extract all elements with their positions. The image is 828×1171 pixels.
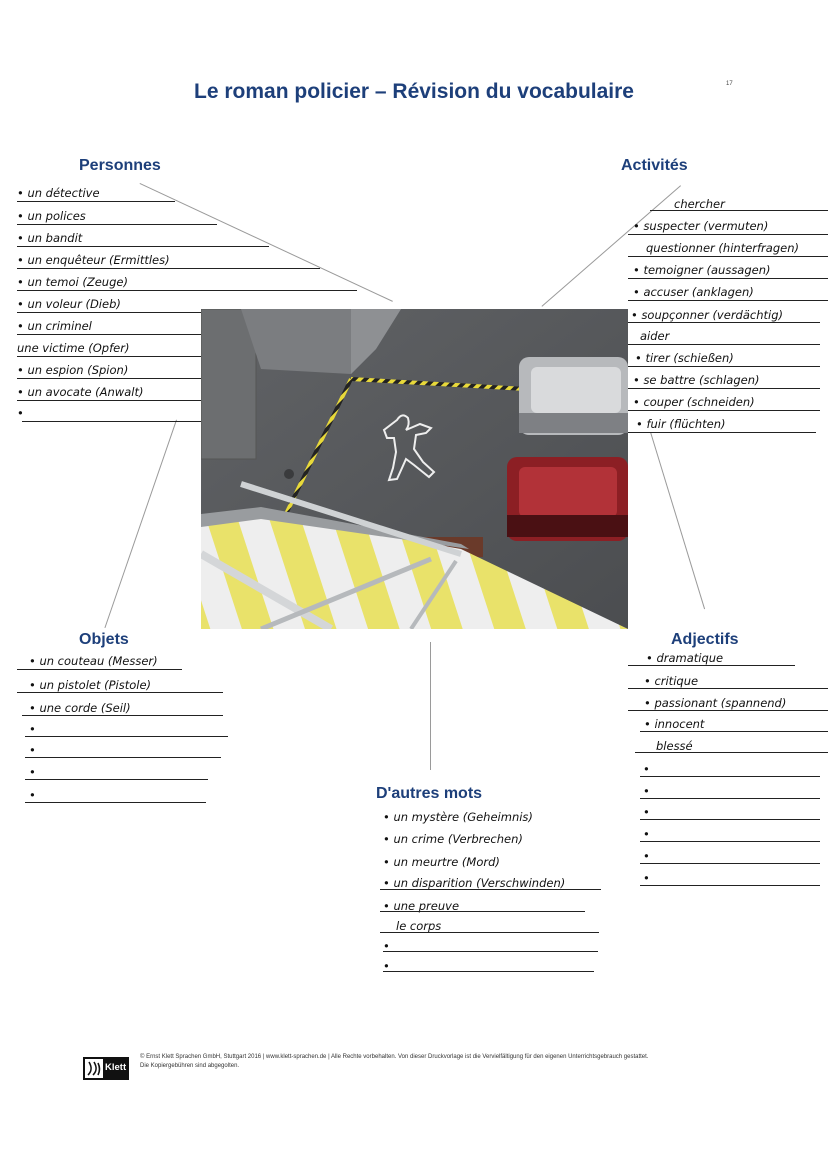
list-item: • [29,788,36,802]
list-item: • [643,805,650,819]
list-item: • [17,406,24,420]
list-item: • [29,743,36,757]
footer-line-1: © Ernst Klett Sprachen GmbH, Stuttgart 2016 | www.klett-sprachen.de | Alle Rechte vorbehalten. Von dieser Druckvorlage ist die Vervielfältigung für den eigenen Unterrichtsgebrauch gestattet. [140,1054,649,1060]
list-item: • tirer (schießen) [635,351,734,365]
list-item: questionner (hinterfragen) [646,241,799,255]
list-item: • temoigner (aussagen) [633,263,771,277]
connector-line-objets [104,420,177,628]
heading-objets: Objets [79,631,129,648]
list-item: • un criminel [17,319,92,333]
connector-line-adjectifs [650,432,705,609]
page-number: 17 [726,81,733,87]
list-item: chercher [674,197,725,211]
list-item: • un couteau (Messer) [29,654,158,668]
klett-logo [83,1057,129,1080]
heading-personnes: Personnes [79,157,161,174]
list-item: • un pistolet (Pistole) [29,678,152,692]
list-item: • [643,849,650,863]
list-item: • soupçonner (verdächtig) [631,308,783,322]
list-item: • [643,871,650,885]
list-item: • un disparition (Verschwinden) [383,876,566,890]
footer-line-2: Die Kopiergebühren sind abgegolten. [140,1063,240,1069]
crime-scene-photo [201,309,628,629]
list-item: • [383,959,390,973]
list-item: une victime (Opfer) [17,341,130,355]
list-item: • un voleur (Dieb) [17,297,121,311]
list-item: • suspecter (vermuten) [633,219,769,233]
list-item: • [29,765,36,779]
heading-activites: Activités [621,157,688,174]
list-item: • une preuve [383,899,460,913]
list-item: • dramatique [646,651,724,665]
list-item: • [383,939,390,953]
list-item: • critique [644,674,699,688]
heading-adjectifs: Adjectifs [671,631,739,648]
list-item: le corps [396,919,442,933]
list-item: • innocent [644,717,705,731]
list-item: • un enquêteur (Ermittles) [17,253,170,267]
list-item: • une corde (Seil) [29,701,131,715]
list-item: • se battre (schlagen) [633,373,760,387]
copyright-footer [140,1053,760,1071]
list-item: • passionant (spannend) [644,696,787,710]
list-item: blessé [656,739,693,753]
list-item: • [643,827,650,841]
list-item: • un mystère (Geheimnis) [383,810,533,824]
list-item: • un détective [17,186,100,200]
connector-line-personnes [140,183,393,302]
list-item: • un crime (Verbrechen) [383,832,523,846]
list-item: • un bandit [17,231,83,245]
list-item: • un meurtre (Mord) [383,855,500,869]
list-item: aider [640,329,670,343]
list-item: • accuser (anklagen) [633,285,754,299]
connector-line-autres [430,642,431,770]
klett-logo-mark [85,1059,103,1078]
list-item: • un polices [17,209,86,223]
list-item: • [643,784,650,798]
klett-logo-text: Klett [105,1062,127,1073]
list-item: • couper (schneiden) [633,395,755,409]
list-item: • un avocate (Anwalt) [17,385,144,399]
list-item: • un temoi (Zeuge) [17,275,128,289]
list-item: • un espion (Spion) [17,363,129,377]
heading-autres-mots: D'autres mots [376,785,483,802]
list-item: • [29,722,36,736]
list-item: • fuir (flüchten) [636,417,726,431]
page-title: Le roman policier – Révision du vocabulaire [194,80,634,103]
list-item: • [643,762,650,776]
